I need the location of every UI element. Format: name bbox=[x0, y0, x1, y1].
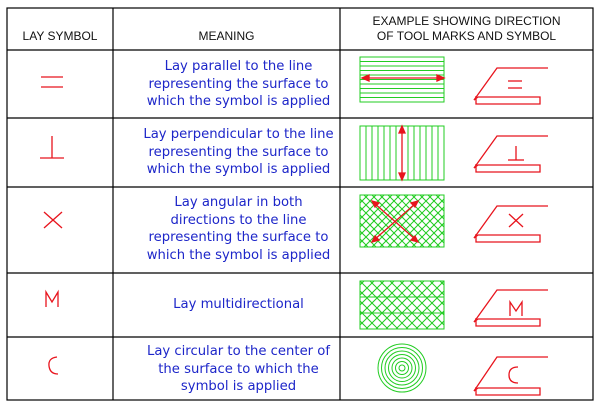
meaning-parallel: Lay parallel to the line representing the surface to which the symbol is applied bbox=[146, 59, 331, 109]
header-lay-symbol: LAY SYMBOL bbox=[22, 29, 98, 43]
meaning-angular: Lay angular in both directions to the line representing the surface to which the symbol is applied bbox=[146, 195, 331, 263]
header-meaning: MEANING bbox=[198, 29, 255, 43]
meaning-multidirectional: Lay multidirectional bbox=[173, 297, 304, 312]
meaning-perpendicular: Lay perpendicular to the line representing the surface to which the symbol is applied bbox=[143, 127, 334, 177]
meaning-circular: Lay circular to the center of the surface to which the symbol is applied bbox=[146, 344, 331, 394]
header-example: EXAMPLE SHOWING DIRECTION OF TOOL MARKS AND SYMBOL bbox=[372, 14, 561, 43]
